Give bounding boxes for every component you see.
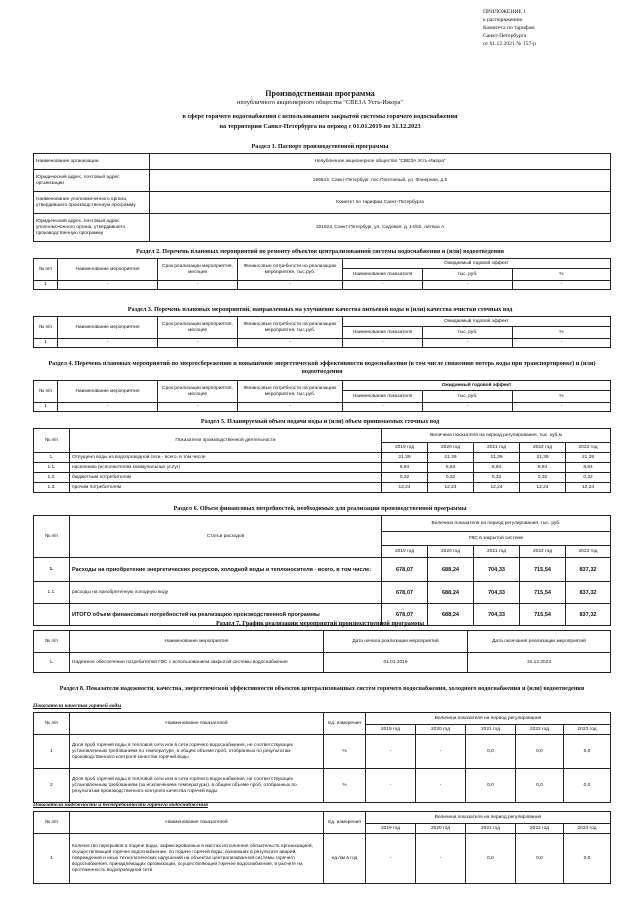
cell: Доля проб горячей воды в тепловой сети или в сети горячего водоснабжения, не соответствующих установленным требованиям (за исключением температуры), в общем объеме проб, отобранных по результатам производственного контроля качества горячей воды bbox=[70, 769, 324, 803]
cell: № п/п bbox=[34, 631, 70, 653]
cell: 678,07 bbox=[382, 582, 428, 604]
appendix-block bbox=[483, 8, 536, 48]
cell: 1. bbox=[34, 558, 70, 582]
cell: расходы на приобретенную холодную воду bbox=[70, 582, 382, 604]
cell: Статьи расходов bbox=[70, 516, 382, 558]
section-2-title: Раздел 2. Перечень плановых мероприятий по ремонту объектов централизованной системы водоснабжения и (или) водоотведения bbox=[135, 248, 505, 255]
table-row bbox=[34, 192, 611, 214]
cell: 8,84 bbox=[566, 463, 611, 473]
cell: - bbox=[343, 339, 423, 348]
cell: ИТОГО объем финансовых потребностей на реализацию производственной программы bbox=[70, 604, 382, 626]
table-row bbox=[34, 463, 611, 473]
cell: 704,33 bbox=[474, 558, 520, 582]
cell: - bbox=[416, 834, 466, 884]
cell: 31.12.2023 bbox=[468, 653, 611, 673]
cell: - bbox=[366, 769, 416, 803]
cell: Ед. измерения bbox=[324, 713, 366, 735]
cell: Юридический адрес, почтовый адрес уполномоченного органа, утвердившего производственную программу bbox=[34, 214, 150, 242]
repair-table bbox=[33, 258, 611, 290]
cell: Отпущено воды из водопроводной сети - всего, в том числе bbox=[70, 453, 382, 463]
table-row bbox=[34, 558, 611, 582]
cell: % bbox=[513, 327, 611, 339]
cell: Срок реализации мероприятия, месяцев bbox=[158, 317, 238, 339]
cell: - bbox=[366, 834, 416, 884]
cell: тыс. руб. bbox=[423, 269, 513, 281]
cell: 21,39 bbox=[428, 453, 474, 463]
cell: бюджетным потребителям bbox=[70, 473, 382, 483]
table-row bbox=[34, 403, 611, 412]
cell: 21,39 bbox=[520, 453, 566, 463]
cell: 1.1. bbox=[34, 463, 70, 473]
cell: 8,84 bbox=[382, 463, 428, 473]
cell: - bbox=[416, 735, 466, 769]
cell: 2019 год bbox=[366, 824, 416, 834]
cell: Дата начала реализации мероприятий bbox=[324, 631, 468, 653]
cell: № п/п bbox=[34, 259, 58, 281]
table-row bbox=[34, 582, 611, 604]
period-line: на территории Санкт-Петербурга на период с 01.01.2019 по 31.12.2023 bbox=[219, 123, 421, 130]
cell: 0,0 bbox=[516, 834, 564, 884]
cell: 1 bbox=[34, 403, 58, 412]
cell: - bbox=[158, 339, 238, 348]
cell: Финансовые потребности на реализацию мероприятия, тыс.руб. bbox=[238, 317, 343, 339]
cell: - bbox=[158, 403, 238, 412]
cell: - bbox=[58, 403, 158, 412]
cell: Наименование организации bbox=[34, 154, 150, 170]
cell: 0,0 bbox=[516, 769, 564, 803]
cell: Наименование показателей bbox=[70, 713, 324, 735]
cell: - bbox=[343, 403, 423, 412]
cell: - bbox=[158, 281, 238, 290]
reliability-subtitle: Показатели надежности и бесперебойности горячего водоснабжения bbox=[33, 802, 208, 808]
cell: Величина показателя на период регулирования, тыс. руб. bbox=[382, 516, 611, 532]
cell: 01.01.2019 bbox=[324, 653, 468, 673]
appendix-line: Санкт-Петербурга bbox=[483, 33, 527, 40]
cell: 715,54 bbox=[520, 604, 566, 626]
appendix-line: Комитета по тарифам bbox=[483, 25, 535, 32]
cell: 2023 год bbox=[564, 824, 611, 834]
cell: Финансовые потребности на реализацию мероприятия, тыс.руб. bbox=[238, 259, 343, 281]
cell: Наименование уполномоченного органа, утвердившего производственную программу bbox=[34, 192, 150, 214]
section-4-title: Раздел 4. Перечень плановых мероприятий по энергосбережению и повышению энергетической эффективности водоснабжения (в том числе снижению потерь воды при транспортировке) и (или) водоотведения bbox=[48, 360, 596, 375]
cell: 0,0 bbox=[564, 735, 611, 769]
cell: % bbox=[324, 735, 366, 769]
table-row bbox=[34, 473, 611, 483]
cell: прочим потребителям bbox=[70, 483, 382, 493]
cell: - bbox=[58, 281, 158, 290]
cell: 0,32 bbox=[382, 473, 428, 483]
cell: 1. bbox=[34, 653, 70, 673]
cell: Расходы на приобретение энергетических ресурсов, холодной воды и теплоносителя - всего, в том числе: bbox=[70, 558, 382, 582]
cell: 12,24 bbox=[474, 483, 520, 493]
cell: - bbox=[238, 281, 343, 290]
cell: 2019 год bbox=[366, 725, 416, 735]
cell: 2020 год bbox=[416, 725, 466, 735]
cell: 196643, Санкт-Петербург, пос.Понтонный, ул. Фанерная, д.5 bbox=[150, 170, 611, 192]
cell: 0,32 bbox=[428, 473, 474, 483]
cell: 0,32 bbox=[474, 473, 520, 483]
cell: № п/п bbox=[34, 713, 70, 735]
cell: 837,32 bbox=[566, 582, 611, 604]
document-title: Производственная программа bbox=[265, 89, 375, 98]
cell: - bbox=[58, 339, 158, 348]
table-row bbox=[34, 339, 611, 348]
cell: Наименование мероприятия bbox=[70, 631, 324, 653]
cell: Срок реализации мероприятия, месяцев bbox=[158, 381, 238, 403]
cell: 704,33 bbox=[474, 582, 520, 604]
cell: Ед. измерения bbox=[324, 812, 366, 834]
cell: 0,0 bbox=[466, 834, 516, 884]
cell: 12,24 bbox=[566, 483, 611, 493]
cell: Наименование показателя bbox=[343, 327, 423, 339]
table-row bbox=[34, 483, 611, 493]
table-row bbox=[34, 154, 611, 170]
cell: населению (исполнителям коммунальных услуг) bbox=[70, 463, 382, 473]
section-3-title: Раздел 3. Перечень плановых мероприятий, направленных на улучшение качества питьевой воды и (или) качества очистки сточных вод bbox=[127, 306, 513, 313]
cell: - bbox=[423, 339, 513, 348]
cell: 191023, Санкт-Петербург, ул. Садовая, д. 14/52, литера А bbox=[150, 214, 611, 242]
cell: Наименование мероприятия bbox=[58, 381, 158, 403]
cell: 8,84 bbox=[520, 463, 566, 473]
cell: тыс. руб. bbox=[423, 391, 513, 403]
cell: - bbox=[416, 769, 466, 803]
cell: 715,54 bbox=[520, 582, 566, 604]
table-row bbox=[34, 769, 611, 803]
cell: Ожидаемый годовой эффект bbox=[343, 259, 611, 269]
table-row bbox=[34, 735, 611, 769]
cell: Срок реализации мероприятия, месяцев bbox=[158, 259, 238, 281]
reliability-indicators-table bbox=[33, 811, 611, 884]
cell: 688,24 bbox=[428, 558, 474, 582]
cell: № п/п bbox=[34, 381, 58, 403]
cell: ед./км в год bbox=[324, 834, 366, 884]
cell: 12,24 bbox=[382, 483, 428, 493]
cell: Наименование мероприятия bbox=[58, 317, 158, 339]
cell: Ожидаемый годовой эффект bbox=[343, 317, 611, 327]
cell: 2022 год bbox=[516, 824, 564, 834]
cell: Доля проб горячей воды в тепловой сети или в сети горячего водоснабжения, не соответствующих установленным требованиям по температуре, в общем объеме проб, отобранных по результатам производственного контроля качества горячей воды bbox=[70, 735, 324, 769]
cell: тыс. руб. bbox=[423, 327, 513, 339]
cell: Надежное обеспечение потребителей ГВС с использованием закрытой системы водоснабжения bbox=[70, 653, 324, 673]
cell: Наименование показателя bbox=[343, 269, 423, 281]
table-row bbox=[34, 170, 611, 192]
quality-measures-table bbox=[33, 316, 611, 348]
cell: - bbox=[513, 403, 611, 412]
cell: 2022 год bbox=[516, 725, 564, 735]
passport-table bbox=[33, 153, 611, 242]
cell: 678,07 bbox=[382, 604, 428, 626]
cell: 1. bbox=[34, 453, 70, 463]
cell: 704,33 bbox=[474, 604, 520, 626]
cell: 0,0 bbox=[516, 735, 564, 769]
cell: Величина показателя на период регулирования bbox=[366, 713, 611, 725]
cell: 21,39 bbox=[382, 453, 428, 463]
cell: ГВС в закрытой системе bbox=[382, 532, 611, 546]
cell: 688,24 bbox=[428, 604, 474, 626]
cell: 2020 год bbox=[416, 824, 466, 834]
cell: 0,0 bbox=[564, 769, 611, 803]
cell: 2021 год bbox=[474, 443, 520, 453]
finance-table bbox=[33, 515, 611, 626]
cell: - bbox=[238, 339, 343, 348]
appendix-line: к распоряжению bbox=[483, 17, 523, 24]
cell: 2022 год bbox=[520, 546, 566, 558]
cell: % bbox=[513, 269, 611, 281]
cell: 8,84 bbox=[428, 463, 474, 473]
cell: 1 bbox=[34, 834, 70, 884]
energy-measures-table bbox=[33, 380, 611, 412]
table-row bbox=[34, 214, 611, 242]
organization-line: непубличного акционерного общества "СВЕЗА Усть-Ижора" bbox=[237, 99, 403, 106]
cell: Наименование показателей bbox=[70, 812, 324, 834]
cell: 2 bbox=[34, 769, 70, 803]
cell: 837,32 bbox=[566, 558, 611, 582]
section-5-title: Раздел 5. Планируемый объем подачи воды и (или) объем принимаемых сточных вод bbox=[200, 418, 440, 425]
cell: 1.1. bbox=[34, 582, 70, 604]
cell: 2023 год bbox=[566, 443, 611, 453]
cell: 2020 год bbox=[428, 443, 474, 453]
cell: № п/п bbox=[34, 516, 70, 558]
cell: 2021 год bbox=[466, 725, 516, 735]
cell: 0,32 bbox=[566, 473, 611, 483]
section-8-title: Раздел 8. Показатели надежности, качества, энергетической эффективности объектов централизованных систем горячего водоснабжения, холодного водоснабжения и (или) водоотведения bbox=[59, 685, 585, 692]
cell: 2023 год bbox=[566, 546, 611, 558]
quality-indicators-table bbox=[33, 712, 611, 803]
cell: 2020 год bbox=[428, 546, 474, 558]
table-row bbox=[34, 834, 611, 884]
section-7-title: Раздел 7. График реализации мероприятий производственной программы bbox=[215, 620, 425, 627]
cell: 0,0 bbox=[466, 769, 516, 803]
cell: 678,07 bbox=[382, 558, 428, 582]
cell: Ожидаемый годовой эффект bbox=[343, 381, 611, 391]
cell: 12,24 bbox=[520, 483, 566, 493]
appendix-line: от 01.12.2021 № 157-р bbox=[483, 41, 536, 48]
cell: 2019 год bbox=[382, 546, 428, 558]
cell: 688,24 bbox=[428, 582, 474, 604]
cell: Юридический адрес, почтовый адрес организации bbox=[34, 170, 150, 192]
cell: 2021 год bbox=[474, 546, 520, 558]
cell: Величина показателя на период регулирования bbox=[366, 812, 611, 824]
cell: 0,0 bbox=[564, 834, 611, 884]
cell: 0,0 bbox=[466, 735, 516, 769]
cell: 8,84 bbox=[474, 463, 520, 473]
cell: 0,32 bbox=[520, 473, 566, 483]
cell: % bbox=[513, 391, 611, 403]
cell: - bbox=[366, 735, 416, 769]
cell: 21,39 bbox=[474, 453, 520, 463]
cell: - bbox=[423, 403, 513, 412]
cell: Наименование мероприятия bbox=[58, 259, 158, 281]
cell: 1 bbox=[34, 281, 58, 290]
cell: Величина показателя на период регулирования, тыс. куб.м bbox=[382, 429, 611, 443]
cell: Дата окончания реализации мероприятий bbox=[468, 631, 611, 653]
cell: 715,54 bbox=[520, 558, 566, 582]
cell: % bbox=[324, 769, 366, 803]
cell: - bbox=[343, 281, 423, 290]
volume-table bbox=[33, 428, 611, 493]
schedule-table bbox=[33, 630, 611, 673]
table-row bbox=[34, 653, 611, 673]
cell: - bbox=[238, 403, 343, 412]
cell: 1 bbox=[34, 735, 70, 769]
cell: № п/п bbox=[34, 429, 70, 453]
cell: 1 bbox=[34, 339, 58, 348]
cell: - bbox=[513, 281, 611, 290]
cell: Комитет по тарифам Санкт-Петербурга bbox=[150, 192, 611, 214]
cell: - bbox=[423, 281, 513, 290]
sphere-line: в сфере горячего водоснабжения с использованием закрытой системы горячего водоснабжения bbox=[182, 113, 458, 120]
cell: 2023 год bbox=[564, 725, 611, 735]
cell: 2022 год bbox=[520, 443, 566, 453]
cell: 837,32 bbox=[566, 604, 611, 626]
cell: 1.2. bbox=[34, 473, 70, 483]
cell: 2019 год bbox=[382, 443, 428, 453]
table-row bbox=[34, 281, 611, 290]
cell: Количество перерывов в подаче воды, зафиксированных в местах исполнения обязательств организацией, осуществляющей горячее водоснабжение, по подаче горячей воды, возникших в результате аварий, повреждений и иных технологических нарушений на объектах централизованной системы горячего водоснабжения, принадлежащих организации, осуществляющей горячее водоснабжение, в расчете на протяженность водопроводной сети bbox=[70, 834, 324, 884]
cell: 21,39 bbox=[566, 453, 611, 463]
table-row bbox=[34, 453, 611, 463]
cell: № п/п bbox=[34, 812, 70, 834]
cell: - bbox=[513, 339, 611, 348]
section-1-title: Раздел 1. Паспорт производственной программы bbox=[251, 143, 389, 150]
cell: Показатели производственной деятельности bbox=[70, 429, 382, 453]
cell: Непубличное акционерное общество "СВЕЗА Усть-Ижора" bbox=[150, 154, 611, 170]
quality-subtitle: Показатели качества горячей воды bbox=[33, 703, 122, 709]
cell: Наименование показателя bbox=[343, 391, 423, 403]
cell: 12,24 bbox=[428, 483, 474, 493]
cell: Финансовые потребности на реализацию мероприятия, тыс.руб. bbox=[238, 381, 343, 403]
cell: № п/п bbox=[34, 317, 58, 339]
appendix-line: ПРИЛОЖЕНИЕ 1 bbox=[483, 9, 527, 15]
cell: 1.3. bbox=[34, 483, 70, 493]
section-6-title: Раздел 6. Объем финансовых потребностей, необходимых для реализации производственной программы bbox=[173, 505, 467, 512]
cell: 2021 год bbox=[466, 824, 516, 834]
